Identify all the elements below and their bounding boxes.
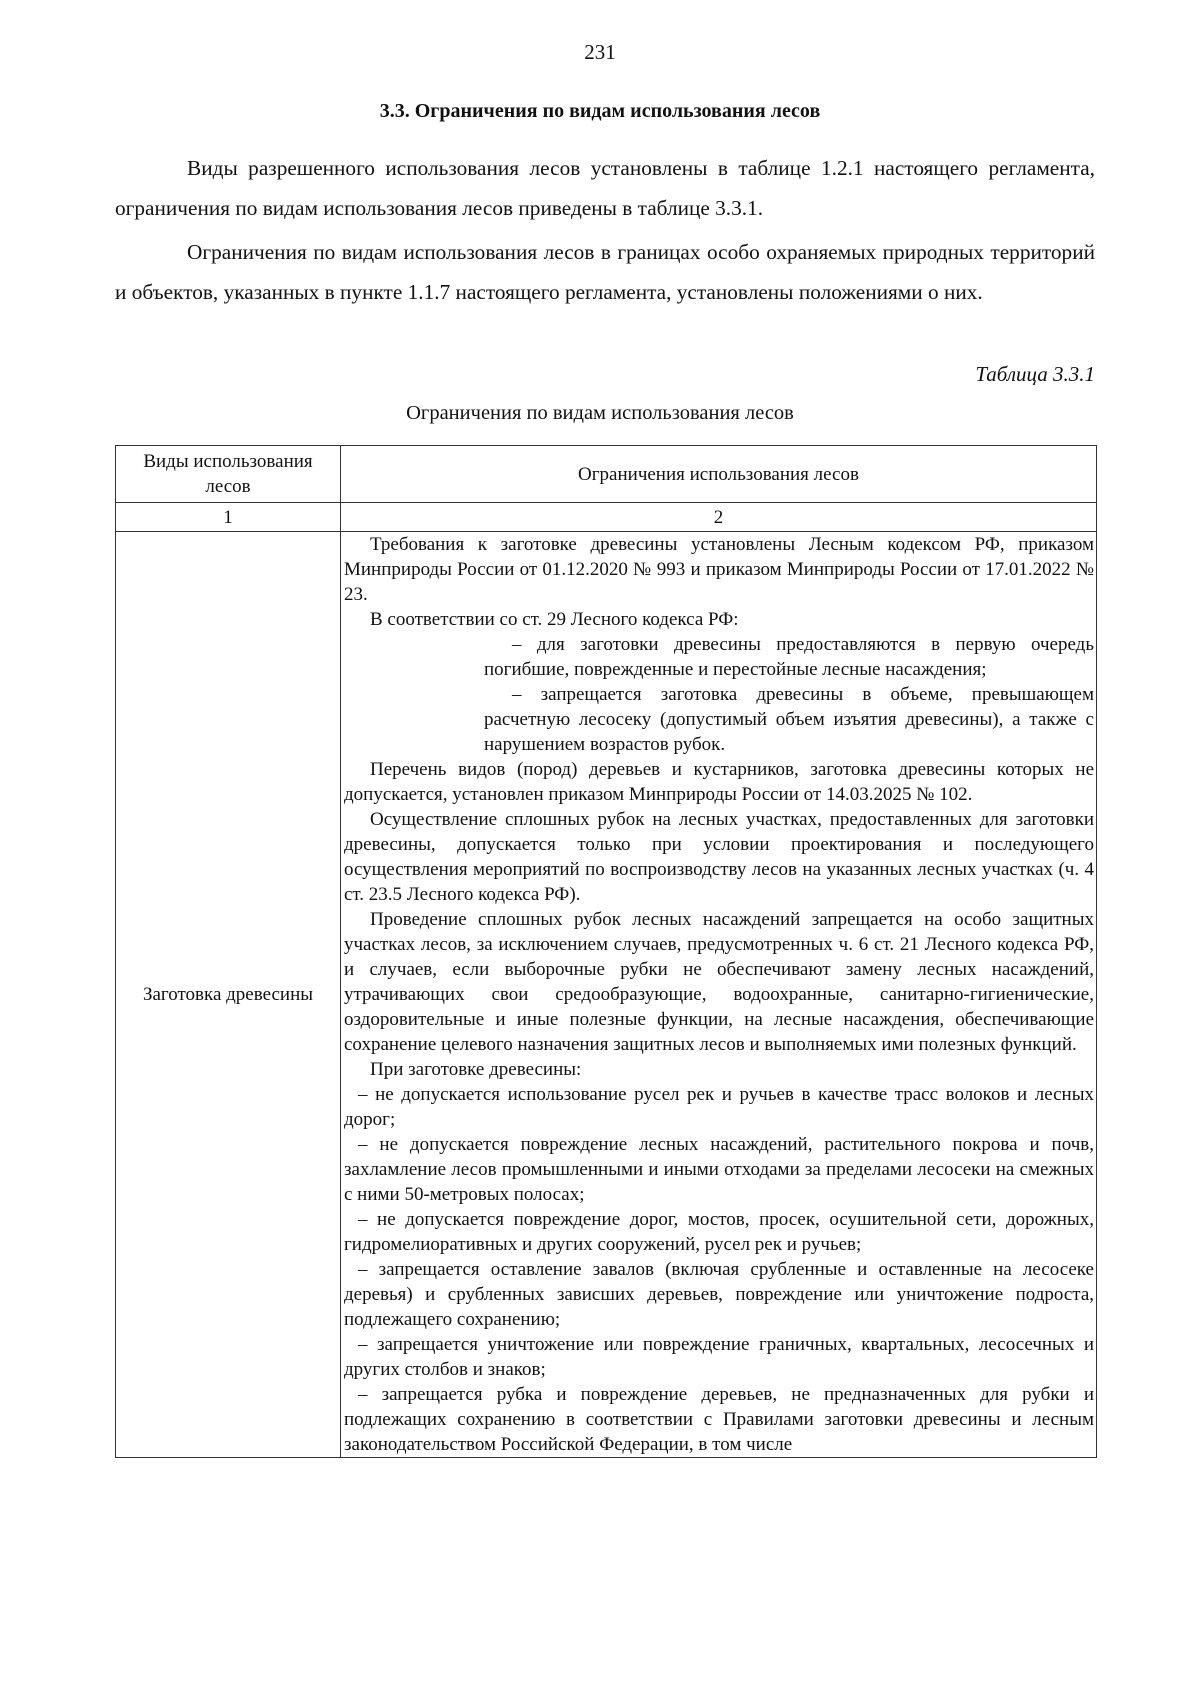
header-cell-restrictions: Ограничения использования лесов <box>341 446 1097 503</box>
restriction-line: Осуществление сплошных рубок на лесных участках, предоставленных для заготовки древесины, допускается только при условии проектирования и последующего осуществления мероприятий по воспроизводству лесов на указанных лесных участках (ч. 4 ст. 23.5 Лесного кодекса РФ). <box>344 809 1094 905</box>
page-number: 231 <box>584 40 616 64</box>
restriction-line: Требования к заготовке древесины установлены Лесным кодексом РФ, приказом Минприроды России от 01.12.2020 № 993 и приказом Минприроды России от 17.01.2022 № 23. <box>344 534 1094 605</box>
restrictions-table <box>115 445 1097 1458</box>
restriction-line: Проведение сплошных рубок лесных насаждений запрещается на особо защитных участках лесов, за исключением случаев, предусмотренных ч. 6 ст. 21 Лесного кодекса РФ, и случаев, если выборочные рубки не обеспечивают замену лесных насаждений, утрачивающих свои средообразующие, водоохранные, санитарно-гигиенические, оздоровительные и иные полезные функции, на лесные насаждения, обеспечивающие сохранение целевого назначения защитных лесов и выполняемых ими полезных функций. <box>344 909 1094 1055</box>
restriction-dash-item: – не допускается использование русел рек и ручьев в качестве трасс волоков и лесных дорог; <box>344 1084 1094 1130</box>
header-cell-use-type: Виды использования лесов <box>116 446 341 503</box>
column-number-1: 1 <box>116 503 341 532</box>
column-number-row <box>116 503 1097 532</box>
restriction-dash-item: – запрещается уничтожение или повреждение граничных, квартальных, лесосечных и других столбов и знаков; <box>344 1334 1094 1380</box>
restriction-dash-item: – не допускается повреждение лесных насаждений, растительного покрова и почв, захламление лесов промышленными и иными отходами за пределами лесосеки на смежных с ними 50-метровых полосах; <box>344 1134 1094 1205</box>
restriction-dash-item: – запрещается оставление завалов (включая срубленные и оставленные на лесосеке деревья) и срубленных зависших деревьев, повреждение или уничтожение подроста, подлежащего сохранению; <box>344 1259 1094 1330</box>
restriction-dash-item: – запрещается рубка и повреждение деревьев, не предназначенных для рубки и подлежащих сохранению в соответствии с Правилами заготовки древесины и лесным законодательством Российской Федерации, в том числе <box>344 1384 1094 1455</box>
column-number-2: 2 <box>341 503 1097 532</box>
table-title: Ограничения по видам использования лесов <box>406 402 794 424</box>
restriction-dash-item: – не допускается повреждение дорог, мостов, просек, осушительной сети, дорожных, гидромелиоративных и других сооружений, русел рек и ручьев; <box>344 1209 1094 1255</box>
table-caption: Таблица 3.3.1 <box>975 362 1095 386</box>
restriction-subitem: – запрещается заготовка древесины в объеме, превышающем расчетную лесосеку (допустимый объем изъятия древесины), а также с нарушением возрастов рубок. <box>484 684 1094 755</box>
restriction-subitem: – для заготовки древесины предоставляются в первую очередь погибшие, поврежденные и перестойные лесные насаждения; <box>484 634 1094 680</box>
restriction-line: Перечень видов (пород) деревьев и кустарников, заготовка древесины которых не допускается, установлен приказом Минприроды России от 14.03.2025 № 102. <box>344 759 1094 805</box>
table-row <box>116 532 1097 1458</box>
table-header-row <box>116 446 1097 503</box>
intro-paragraph-1: Виды разрешенного использования лесов установлены в таблице 1.2.1 настоящего регламента, ограничения по видам использования лесов приведены в таблице 3.3.1. <box>115 156 1095 220</box>
restriction-line: При заготовке древесины: <box>370 1059 582 1080</box>
intro-paragraph-2: Ограничения по видам использования лесов в границах особо охраняемых природных территорий и объектов, указанных в пункте 1.1.7 настоящего регламента, установлены положениями о них. <box>115 240 1095 304</box>
restriction-line: В соответствии со ст. 29 Лесного кодекса РФ: <box>370 609 739 630</box>
restrictions-cell <box>341 532 1097 1458</box>
section-title: 3.3. Ограничения по видам использования лесов <box>379 100 821 122</box>
use-type-cell: Заготовка древесины <box>116 532 341 1458</box>
